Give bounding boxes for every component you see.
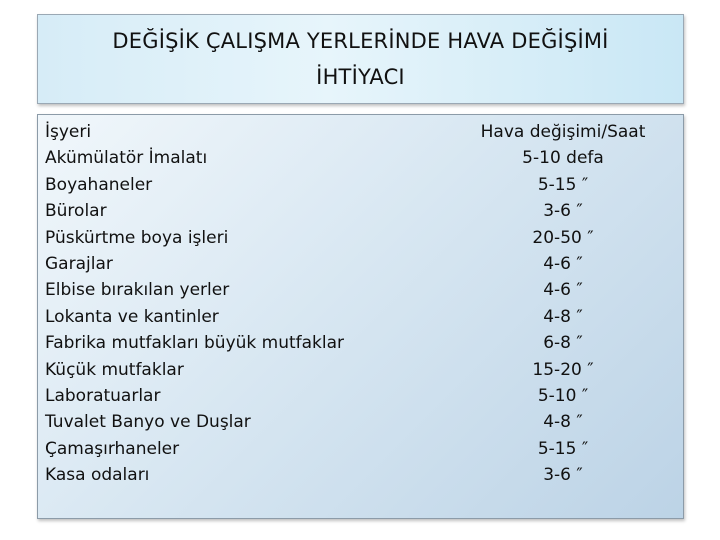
workplace-item: Akümülatör İmalatı — [45, 148, 208, 169]
slide-title-line-1: DEĞİŞİK ÇALIŞMA YERLERİNDE HAVA DEĞİŞİMİ — [112, 29, 609, 53]
air-change-rate: 4-8 ″ — [543, 412, 583, 433]
air-change-rate: 5-10 ″ — [537, 386, 589, 407]
air-change-rate: 3-6 ″ — [543, 465, 583, 486]
workplace-item: Tuvalet Banyo ve Duşlar — [45, 412, 251, 433]
content-box — [37, 114, 684, 519]
workplace-column — [45, 119, 344, 489]
air-change-column — [448, 119, 678, 489]
air-change-rate: 4-6 ″ — [543, 254, 583, 275]
slide-title-line-2: İHTİYACI — [316, 65, 405, 89]
workplace-item: Püskürtme boya işleri — [45, 227, 229, 248]
air-change-rate: 4-6 ″ — [543, 280, 583, 301]
workplace-item: Garajlar — [45, 254, 113, 275]
workplace-item: Küçük mutfaklar — [45, 359, 184, 380]
workplace-item: Laboratuarlar — [45, 386, 161, 407]
workplace-item: Lokanta ve kantinler — [45, 306, 219, 327]
workplace-item: Elbise bırakılan yerler — [45, 280, 230, 301]
air-change-rate: 20-50 ″ — [532, 227, 594, 248]
air-change-header: Hava değişimi/Saat — [480, 122, 646, 142]
air-change-rate: 15-20 ″ — [532, 359, 594, 380]
air-change-rate: 3-6 ″ — [543, 201, 583, 222]
workplace-header: İşyeri — [45, 122, 92, 142]
title-box — [37, 14, 684, 104]
workplace-item: Çamaşırhaneler — [45, 438, 180, 459]
air-change-rate: 5-10 defa — [522, 148, 604, 169]
air-change-rate: 5-15 ″ — [537, 438, 589, 459]
workplace-item: Bürolar — [45, 201, 107, 222]
workplace-item: Fabrika mutfakları büyük mutfaklar — [45, 333, 345, 354]
air-change-rate: 6-8 ″ — [543, 333, 583, 354]
workplace-item: Kasa odaları — [45, 465, 150, 486]
air-change-rate: 4-8 ″ — [543, 306, 583, 327]
air-change-rate: 5-15 ″ — [537, 174, 589, 195]
workplace-item: Boyahaneler — [45, 174, 153, 195]
